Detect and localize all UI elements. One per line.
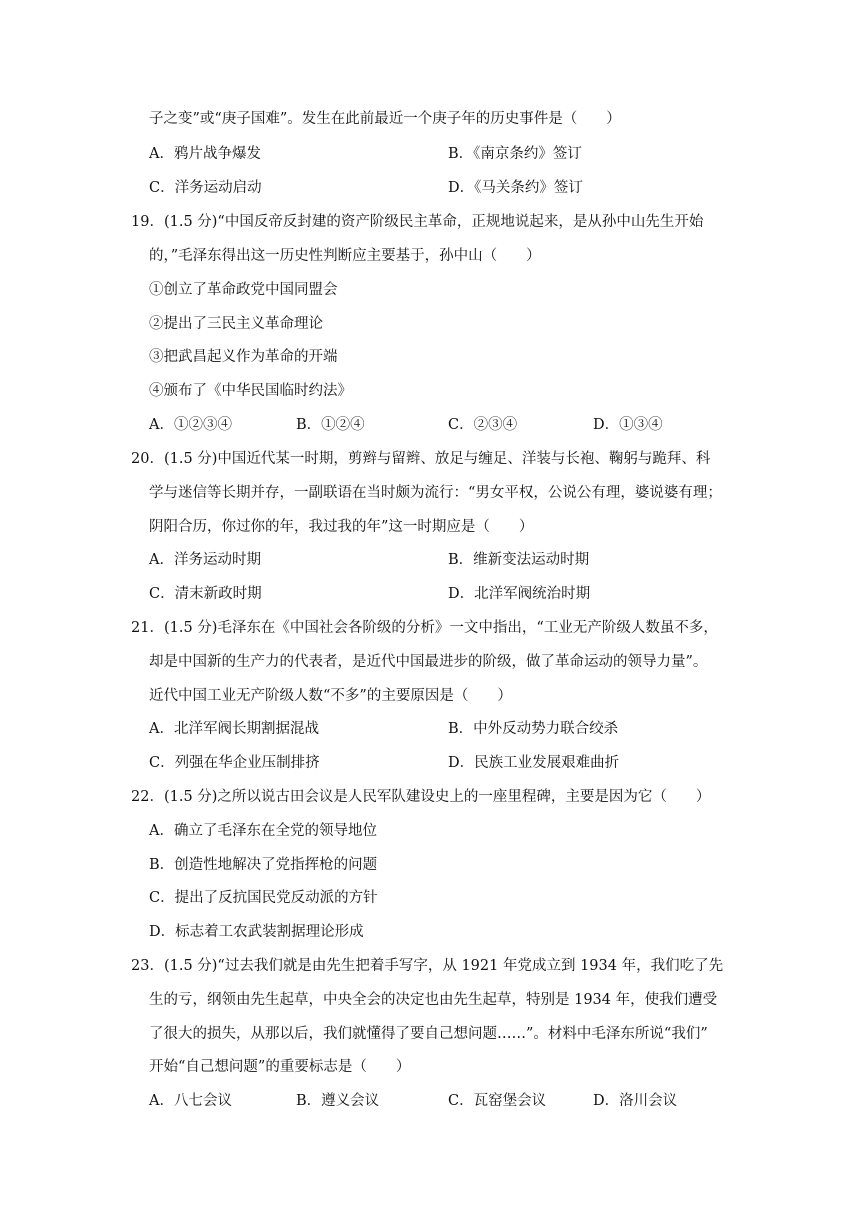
q20-option-a: A．洋务运动时期 (149, 552, 261, 568)
q19-stem-line1: 19．(1.5 分)“中国反帝反封建的资产阶级民主革命，正规地说起来，是从孙中山先生开始 (131, 214, 704, 230)
q21-stem-line1: 21．(1.5 分)毛泽东在《中国社会各阶级的分析》一文中指出，“工业无产阶级人数虽不多， (131, 620, 718, 636)
q19-item-2: ②提出了三民主义革命理论 (149, 316, 323, 332)
q23-option-c: C．瓦窑堡会议 (448, 1093, 547, 1109)
q22-option-d: D．标志着工农武装割据理论形成 (149, 924, 364, 940)
q23-option-b: B．遵义会议 (296, 1093, 380, 1109)
q23-stem-line2: 生的亏，纲领由先生起草，中央全会的决定也由先生起草，特别是 1934 年，使我们遭受 (149, 992, 718, 1008)
q23-option-d: D．洛川会议 (593, 1093, 678, 1109)
q23-stem-line4: 开始“自己想问题”的重要标志是（ ） (149, 1059, 411, 1075)
q19-item-4: ④颁布了《中华民国临时约法》 (149, 383, 352, 399)
q22-option-a: A．确立了毛泽东在全党的领导地位 (149, 823, 377, 839)
q23-stem-line3: 了很大的损失，从那以后，我们就懂得了要自己想问题……”。材料中毛泽东所说“我们” (149, 1026, 708, 1042)
q19-option-c: C．②③④ (448, 417, 518, 433)
q18-stem: 子之变”或“庚子国难”。发生在此前最近一个庚子年的历史事件是（ ） (149, 111, 621, 127)
q20-stem-line3: 阴阳合历，你过你的年，我过我的年”这一时期应是（ ） (149, 519, 534, 535)
q19-item-1: ①创立了革命政党中国同盟会 (149, 282, 338, 298)
q21-option-c: C．列强在华企业压制排挤 (149, 755, 320, 771)
q21-option-b: B．中外反动势力联合绞杀 (448, 721, 619, 737)
q18-option-d: D．《马关条约》签订 (448, 180, 583, 196)
q18-option-b: B．《南京条约》签订 (448, 146, 582, 162)
q22-stem-line1: 22．(1.5 分)之所以说古田会议是人民军队建设史上的一座里程碑，主要是因为它（ ） (131, 789, 711, 805)
q18-option-a: A．鸦片战争爆发 (149, 146, 261, 162)
q22-option-b: B．创造性地解决了党指挥枪的问题 (149, 857, 378, 873)
q18-option-c: C．洋务运动启动 (149, 180, 262, 196)
q19-option-b: B．①②④ (296, 417, 365, 433)
q19-option-d: D．①③④ (593, 417, 663, 433)
q19-stem-line2: 的，”毛泽东得出这一历史性判断应主要基于，孙中山（ ） (149, 248, 541, 264)
q20-stem-line2: 学与迷信等长期并存，一副联语在当时颇为流行：“男女平权，公说公有理，婆说婆有理； (149, 485, 722, 501)
q22-option-c: C．提出了反抗国民党反动派的方针 (149, 890, 378, 906)
q20-option-d: D．北洋军阀统治时期 (448, 586, 591, 602)
q19-item-3: ③把武昌起义作为革命的开端 (149, 349, 338, 365)
q23-option-a: A．八七会议 (149, 1093, 232, 1109)
q23-stem-line1: 23．(1.5 分)“过去我们就是由先生把着手写字，从 1921 年党成立到 1934 年，我们吃了先 (131, 958, 724, 974)
q20-stem-line1: 20．(1.5 分)中国近代某一时期，剪辫与留辫、放足与缠足、洋装与长袍、鞠躬与跪拜、科 (131, 451, 711, 467)
q21-option-d: D．民族工业发展艰难曲折 (448, 755, 620, 771)
q20-option-b: B．维新变法运动时期 (448, 552, 590, 568)
q19-option-a: A．①②③④ (149, 417, 232, 433)
q20-option-c: C．清末新政时期 (149, 586, 262, 602)
q21-option-a: A．北洋军阀长期割据混战 (149, 721, 319, 737)
q21-stem-line3: 近代中国工业无产阶级人数“不多”的主要原因是（ ） (149, 688, 512, 704)
q21-stem-line2: 却是中国新的生产力的代表者，是近代中国最进步的阶级，做了革命运动的领导力量”。 (149, 654, 708, 670)
